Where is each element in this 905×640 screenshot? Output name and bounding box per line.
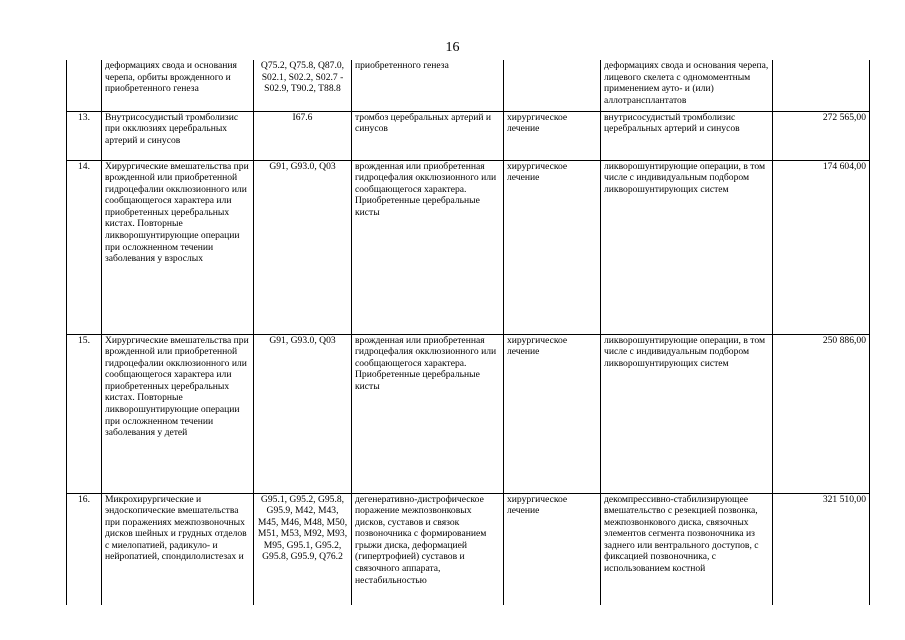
icd-codes: G91, G93.0, Q03 [254,334,352,493]
treatment-name: Микрохирургические и эндоскопические вмешательства при поражениях межпозвоночных дисков шейных и грудных отделов с миелопатией, радикуло- и нейропатией, спондилолистезах и [102,493,254,605]
treatment-table [66,60,870,605]
icd-codes: I67.6 [254,111,352,160]
treatment-type: хирургическое лечение [504,493,601,605]
treatment-name: Внутрисосудистый тромболизис при окклюзиях церебральных артерий и синусов [102,111,254,160]
icd-codes: Q75.2, Q75.8, Q87.0, S02.1, S02.2, S02.7 - S02.9, T90.2, T88.8 [254,60,352,111]
treatment-cost: 250 886,00 [773,334,870,493]
treatment-name: Хирургические вмешательства при врожденной или приобретенной гидроцефалии окклюзионного или сообщающегося характера или приобретенных церебральных кистах. Повторные ликворошунтирующие операции при осложненном течении заболевания у детей [102,334,254,493]
treatment-method: внутрисосудистый тромболизис церебральных артерий и синусов [601,111,773,160]
treatment-type: хирургическое лечение [504,160,601,334]
treatment-type [504,60,601,111]
treatment-method: ликворошунтирующие операции, в том числе с индивидуальным подбором ликворошунтирующих систем [601,160,773,334]
treatment-method: ликворошунтирующие операции, в том числе с индивидуальным подбором ликворошунтирующих систем [601,334,773,493]
table-row [67,111,870,160]
treatment-cost [773,60,870,111]
table-row [67,493,870,605]
row-number [67,60,102,111]
row-number: 16. [67,493,102,605]
treatment-method: деформациях свода и основания черепа, лицевого скелета с одномоментным применением ауто- и (или) аллотрансплантатов [601,60,773,111]
treatment-cost: 272 565,00 [773,111,870,160]
patient-model: врожденная или приобретенная гидроцефалия окклюзионного или сообщающегося характера. Приобретенные церебральные кисты [352,334,504,493]
treatment-cost: 321 510,00 [773,493,870,605]
patient-model: дегенеративно-дистрофическое поражение межпозвонковых дисков, суставов и связок позвоночника с формированием грыжи диска, деформацией (гипертрофией) суставов и связочного аппарата, нестабильностью [352,493,504,605]
treatment-name: деформациях свода и основания черепа, орбиты врожденного и приобретенного генеза [102,60,254,111]
patient-model: тромбоз церебральных артерий и синусов [352,111,504,160]
row-number: 15. [67,334,102,493]
treatment-type: хирургическое лечение [504,334,601,493]
table-row [67,334,870,493]
row-number: 14. [67,160,102,334]
icd-codes: G91, G93.0, Q03 [254,160,352,334]
table-row [67,160,870,334]
table-row [67,60,870,111]
treatment-name: Хирургические вмешательства при врожденной или приобретенной гидроцефалии окклюзионного или сообщающегося характера или приобретенных церебральных кистах. Повторные ликворошунтирующие операции при осложненном течении заболевания у взрослых [102,160,254,334]
treatment-type: хирургическое лечение [504,111,601,160]
treatment-cost: 174 604,00 [773,160,870,334]
row-number: 13. [67,111,102,160]
patient-model: приобретенного генеза [352,60,504,111]
treatment-method: декомпрессивно-стабилизирующее вмешательство с резекцией позвонка, межпозвонкового диска, связочных элементов сегмента позвоночника из заднего или вентрального доступов, с фиксацией позвоночника, с использованием костной [601,493,773,605]
patient-model: врожденная или приобретенная гидроцефалия окклюзионного или сообщающегося характера. Приобретенные церебральные кисты [352,160,504,334]
icd-codes: G95.1, G95.2, G95.8, G95.9, M42, M43, M45, M46, M48, M50, M51, M53, M92, M93, M95, G95.1, G95.2, G95.8, G95.9, Q76.2 [254,493,352,605]
page-number: 16 [445,40,460,55]
